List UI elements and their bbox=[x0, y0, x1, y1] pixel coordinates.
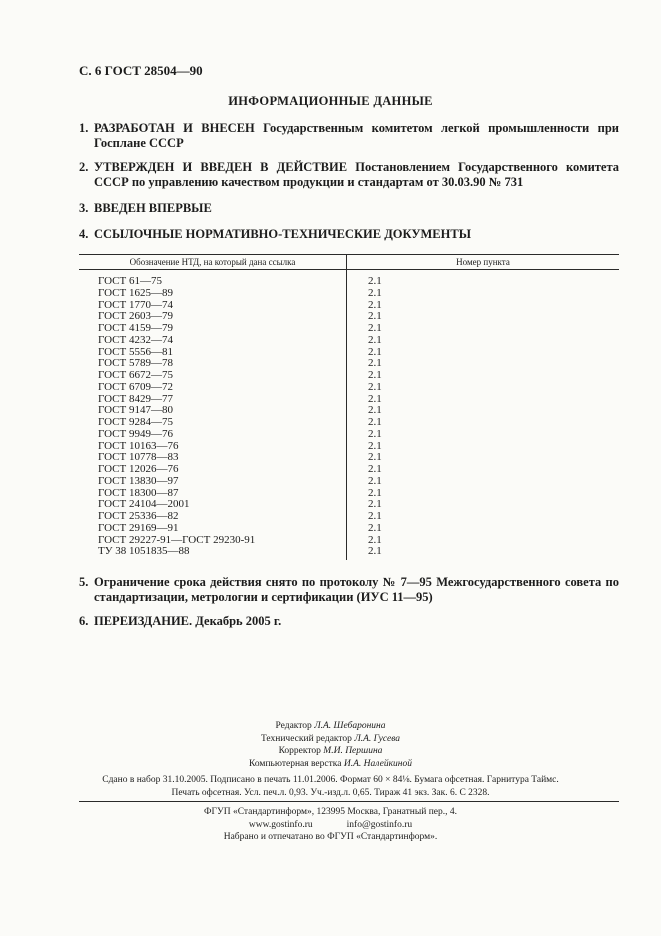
table-cell-point: 2.1 bbox=[368, 369, 382, 381]
table-cell-designation: ГОСТ 5789—78 bbox=[98, 357, 173, 370]
table-cell-point: 2.1 bbox=[368, 427, 382, 440]
credit-tech-editor bbox=[0, 733, 661, 746]
item-number: 3. bbox=[79, 201, 89, 215]
table-cell-designation: ГОСТ 9949—76 bbox=[98, 427, 173, 440]
point-column bbox=[368, 276, 448, 558]
item-body: Постановлением Государственного комитета СССР по управлению качеством продукции и стандартам от 30.03.90 № 731 bbox=[94, 160, 620, 189]
table-cell-point: 2.1 bbox=[368, 521, 382, 534]
table-cell-point: 2.1 bbox=[368, 286, 382, 299]
credit-label: Технический редактор bbox=[260, 733, 352, 744]
table-cell-designation: ГОСТ 2603—79 bbox=[98, 310, 173, 323]
item-text bbox=[79, 160, 619, 190]
table-cell-point: 2.1 bbox=[368, 392, 382, 405]
publisher-block bbox=[0, 806, 661, 844]
publisher-contacts bbox=[0, 819, 661, 832]
item-number: 4. bbox=[79, 227, 89, 241]
table-cell-point: 2.1 bbox=[368, 510, 382, 522]
table-cell-point: 2.1 bbox=[368, 545, 382, 558]
item-number: 2. bbox=[79, 160, 89, 174]
credit-name: Л.А. Шебаронина bbox=[314, 721, 386, 731]
table-cell-designation: ГОСТ 29169—91 bbox=[98, 521, 179, 534]
item-lead: РАЗРАБОТАН И ВНЕСЕН bbox=[94, 121, 255, 135]
table-cell-designation: ГОСТ 29227-91—ГОСТ 29230-91 bbox=[98, 533, 256, 546]
table-cell-designation: ТУ 38 1051835—88 bbox=[98, 545, 190, 558]
info-item-4 bbox=[79, 227, 619, 242]
info-item-5 bbox=[79, 575, 619, 605]
table-cell-designation: ГОСТ 1625—89 bbox=[98, 286, 173, 299]
table-cell-point: 2.1 bbox=[368, 533, 382, 546]
table-cell-point: 2.1 bbox=[368, 498, 382, 511]
item-lead: ПЕРЕИЗДАНИЕ. bbox=[94, 614, 193, 628]
table-cell-point: 2.1 bbox=[368, 275, 382, 287]
info-item-1 bbox=[79, 121, 619, 151]
credit-editor bbox=[0, 720, 661, 733]
credit-corrector bbox=[0, 745, 661, 758]
table-cell-designation: ГОСТ 12026—76 bbox=[98, 463, 179, 475]
table-cell-designation: ГОСТ 24104—2001 bbox=[98, 498, 190, 511]
table-cell-designation: ГОСТ 8429—77 bbox=[98, 392, 173, 405]
column-header-designation: Обозначение НТД, на который дана ссылка bbox=[129, 257, 296, 267]
table-cell-point: 2.1 bbox=[368, 404, 382, 417]
table-cell-point: 2.1 bbox=[368, 333, 382, 346]
section-title: ИНФОРМАЦИОННЫЕ ДАННЫЕ bbox=[228, 94, 433, 108]
item-text bbox=[79, 614, 619, 629]
table-cell-designation: ГОСТ 10163—76 bbox=[98, 439, 179, 452]
info-item-2 bbox=[79, 160, 619, 190]
credit-label: Компьютерная верстка bbox=[249, 758, 342, 769]
table-cell-point: 2.1 bbox=[368, 310, 382, 323]
table-cell-point: 2.1 bbox=[368, 322, 382, 334]
table-cell-point: 2.1 bbox=[368, 486, 382, 499]
designation-column bbox=[98, 276, 338, 558]
table-cell-point: 2.1 bbox=[368, 380, 382, 393]
imprint-line: Печать офсетная. Усл. печ.л. 0,93. Уч.-изд.л. 0,65. Тираж 41 экз. Зак. 6. С 2328. bbox=[171, 787, 490, 798]
credit-name: М.И. Першина bbox=[323, 746, 383, 756]
page-header: С. 6 ГОСТ 28504—90 bbox=[79, 63, 203, 78]
item-body: Декабрь 2005 г. bbox=[195, 614, 282, 628]
publisher-email-link[interactable]: info@gostinfo.ru bbox=[346, 819, 413, 830]
table-cell-point: 2.1 bbox=[368, 298, 382, 311]
table-cell-point: 2.1 bbox=[368, 357, 382, 370]
credits-block bbox=[0, 720, 661, 770]
table-cell-point: 2.1 bbox=[368, 451, 382, 464]
item-lead: ВВЕДЕН ВПЕРВЫЕ bbox=[94, 201, 212, 215]
table-cell-designation: ГОСТ 10778—83 bbox=[98, 451, 179, 464]
table-cell-designation: ГОСТ 6709—72 bbox=[98, 380, 173, 393]
item-text bbox=[79, 121, 619, 151]
table-cell-designation: ГОСТ 1770—74 bbox=[98, 298, 173, 311]
credit-label: Корректор bbox=[278, 746, 321, 756]
item-lead: ССЫЛОЧНЫЕ НОРМАТИВНО-ТЕХНИЧЕСКИЕ ДОКУМЕНТЫ bbox=[94, 227, 471, 241]
table-cell-designation: ГОСТ 9284—75 bbox=[98, 416, 173, 428]
credit-layout bbox=[0, 758, 661, 771]
table-cell-point: 2.1 bbox=[368, 474, 382, 487]
publisher-address: ФГУП «Стандартинформ», 123995 Москва, Гранатный пер., 4. bbox=[203, 807, 458, 817]
publisher-site-link[interactable]: www.gostinfo.ru bbox=[248, 819, 313, 830]
table-cell-designation: ГОСТ 6672—75 bbox=[98, 369, 173, 381]
info-item-6 bbox=[79, 614, 619, 629]
table-column-divider bbox=[346, 254, 347, 560]
table-cell-designation: ГОСТ 9147—80 bbox=[98, 404, 173, 417]
table-cell-point: 2.1 bbox=[368, 463, 382, 475]
table-cell-designation: ГОСТ 61—75 bbox=[98, 275, 162, 287]
column-header-point: Номер пункта bbox=[456, 257, 510, 267]
item-number: 6. bbox=[79, 614, 89, 628]
table-cell-point: 2.1 bbox=[368, 416, 382, 428]
item-lead: УТВЕРЖДЕН И ВВЕДЕН В ДЕЙСТВИЕ bbox=[94, 160, 348, 174]
table-cell-designation: ГОСТ 4232—74 bbox=[98, 333, 173, 346]
table-cell-designation: ГОСТ 13830—97 bbox=[98, 474, 179, 487]
imprint-line: Сдано в набор 31.10.2005. Подписано в печать 11.01.2006. Формат 60 × 84⅛. Бумага офсетная. Гарнитура Таймс. bbox=[102, 775, 559, 785]
credit-label: Редактор bbox=[275, 721, 312, 731]
footer-rule bbox=[79, 801, 619, 802]
table-header-rule bbox=[79, 269, 619, 270]
item-number: 1. bbox=[79, 121, 89, 135]
table-cell-point: 2.1 bbox=[368, 345, 382, 358]
info-item-3 bbox=[79, 201, 619, 216]
item-body: Ограничение срока действия снято по протоколу № 7—95 Межгосударственного совета по стандартизации, метрологии и сертификации (ИУС 11—95) bbox=[94, 575, 619, 604]
publisher-print-note: Набрано и отпечатано во ФГУП «Стандартинформ». bbox=[223, 832, 438, 842]
table-cell-designation: ГОСТ 4159—79 bbox=[98, 322, 173, 334]
imprint-block bbox=[0, 774, 661, 799]
table-cell-point: 2.1 bbox=[368, 439, 382, 452]
table-cell-designation: ГОСТ 5556—81 bbox=[98, 345, 173, 358]
table-cell-designation: ГОСТ 25336—82 bbox=[98, 510, 179, 522]
table-cell-designation: ГОСТ 18300—87 bbox=[98, 486, 179, 499]
item-body: Государственным комитетом легкой промышленности при Госплане СССР bbox=[94, 121, 619, 150]
credit-name: И.А. Налейкиной bbox=[343, 758, 412, 769]
item-number: 5. bbox=[79, 575, 89, 589]
credit-name: Л.А. Гусева bbox=[354, 733, 401, 744]
reference-documents-table bbox=[79, 254, 619, 560]
table-top-rule bbox=[79, 254, 619, 255]
